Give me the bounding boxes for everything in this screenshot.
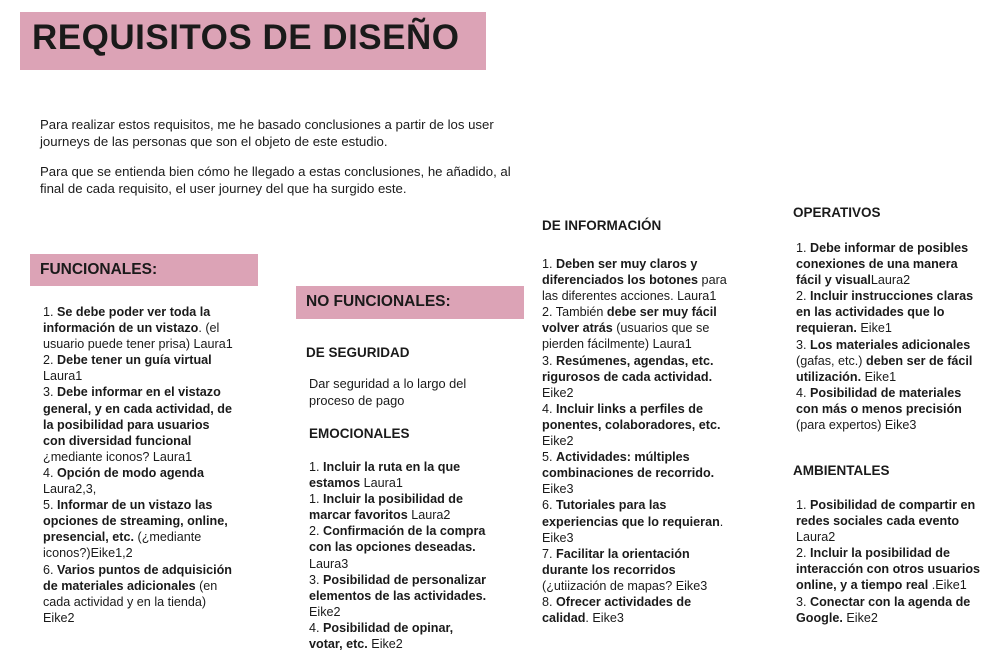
list-item-bold-text: Incluir la ruta en la que estamos bbox=[309, 460, 461, 491]
list-item-bold-text: Confirmación de la compra con las opciones deseadas. bbox=[309, 524, 486, 555]
list-item-bold-text: Debe informar en el vistazo general, y en cada actividad, de la posibilidad para usuarios con diversidad funcional bbox=[43, 385, 232, 448]
list-item bbox=[796, 385, 986, 433]
list-item-text: .Eike1 bbox=[928, 578, 967, 593]
list-item bbox=[309, 459, 489, 491]
list-item-text: Laura1 bbox=[43, 369, 83, 384]
list-item-bold-text: Incluir la posibilidad de marcar favoritos bbox=[309, 492, 463, 523]
list-item bbox=[542, 594, 727, 626]
ambientales-list bbox=[796, 497, 981, 626]
list-item-text: Eike3 bbox=[542, 482, 574, 497]
list-item bbox=[542, 546, 727, 594]
list-item bbox=[309, 620, 489, 652]
list-item bbox=[43, 304, 233, 352]
list-item-text: (¿mediante iconos?)Eike1,2 bbox=[43, 530, 202, 561]
list-item-text: 2. bbox=[796, 289, 811, 304]
list-item-text: 2. bbox=[43, 353, 58, 368]
list-item-text: (en cada actividad y en la tienda) Eike2 bbox=[43, 578, 218, 625]
list-item-text: . (el usuario puede tener prisa) Laura1 bbox=[43, 321, 233, 352]
list-item-text: Laura2 bbox=[870, 273, 911, 288]
list-item bbox=[43, 465, 233, 497]
list-item-text: Laura2 bbox=[796, 530, 836, 545]
intro-paragraph-2: Para que se entienda bien cómo he llegado a estas conclusiones, he añadido, al final de cada requisito, el user journey del que ha surgido este. bbox=[40, 164, 511, 196]
list-item bbox=[796, 497, 981, 545]
funcionales-list bbox=[43, 304, 233, 626]
list-item-text: Laura2 bbox=[407, 508, 451, 523]
list-item bbox=[43, 384, 233, 464]
list-item-text: 3. bbox=[542, 353, 557, 368]
list-item bbox=[309, 523, 489, 571]
list-item bbox=[796, 545, 981, 593]
seguridad-heading: DE SEGURIDAD bbox=[306, 345, 410, 360]
list-item bbox=[542, 401, 727, 449]
list-item-text: 6. bbox=[43, 562, 58, 577]
list-item-text: 5. bbox=[542, 450, 557, 465]
list-item-text: 7. bbox=[542, 546, 557, 561]
list-item-bold-text: deben ser de fácil utilización. bbox=[796, 353, 973, 384]
list-item-bold-text: debe ser muy fácil volver atrás bbox=[542, 305, 717, 336]
list-item-bold-text: Actividades: múltiples combinaciones de recorrido. bbox=[542, 450, 715, 481]
list-item-text: 1. bbox=[796, 498, 811, 512]
seguridad-text: Dar seguridad a lo largo del proceso de pago bbox=[309, 376, 467, 408]
list-item-text: 4. bbox=[796, 385, 811, 400]
list-item-bold-text: Posibilidad de materiales con más o menos precisión bbox=[796, 385, 962, 416]
list-item-bold-text: Ofrecer actividades de calidad bbox=[542, 594, 692, 626]
list-item-bold-text: Posibilidad de opinar, votar, etc. bbox=[309, 620, 454, 652]
list-item-bold-text: Debe tener un guía virtual bbox=[57, 353, 212, 368]
list-item-text: 1. bbox=[43, 305, 58, 319]
list-item-text: para las diferentes acciones. Laura1 bbox=[542, 273, 727, 304]
list-item-text: Laura1 bbox=[360, 476, 403, 491]
list-item-bold-text: Se debe poder ver toda la información de un vistazo bbox=[43, 305, 211, 336]
list-item-bold-text: Incluir links a perfiles de ponentes, colaboradores, etc. bbox=[542, 401, 721, 432]
emocionales-list bbox=[309, 459, 489, 652]
list-item-text: 3. bbox=[309, 572, 324, 587]
list-item bbox=[542, 353, 727, 401]
list-item-bold-text: Resúmenes, agendas, etc. rigurosos de cada actividad. bbox=[542, 353, 714, 384]
list-item-text: 3. bbox=[796, 337, 811, 352]
list-item-text: 2. También bbox=[542, 305, 607, 320]
list-item bbox=[43, 497, 233, 561]
list-item bbox=[542, 497, 727, 545]
list-item-text: . Eike3 bbox=[542, 514, 724, 545]
list-item-text: Eike2 bbox=[367, 637, 403, 652]
list-item-text: 4. bbox=[309, 620, 324, 635]
list-item-bold-text: Informar de un vistazo las opciones de streaming, online, presencial, etc. bbox=[43, 498, 228, 545]
list-item bbox=[43, 562, 233, 626]
list-item-text: ¿mediante iconos? Laura1 bbox=[43, 449, 193, 464]
list-item-text: 4. bbox=[43, 465, 58, 480]
list-item-bold-text: Debe informar de posibles conexiones de una manera fácil y visual bbox=[796, 241, 969, 288]
list-item-text: Eike1 bbox=[856, 321, 892, 336]
list-item bbox=[796, 594, 981, 626]
ambientales-heading: AMBIENTALES bbox=[793, 463, 890, 478]
list-item-text: Eike2 bbox=[542, 385, 574, 400]
list-item-text: 4. bbox=[542, 401, 557, 416]
list-item-text: (gafas, etc.) bbox=[796, 353, 866, 368]
list-item-bold-text: Incluir instrucciones claras en las actividades que lo requieran. bbox=[796, 289, 974, 336]
list-item-text: 6. bbox=[542, 498, 557, 513]
list-item-text: 1. bbox=[309, 492, 324, 507]
informacion-list bbox=[542, 256, 727, 626]
list-item-text: Laura2,3, bbox=[43, 482, 97, 497]
list-item bbox=[309, 491, 489, 523]
list-item-text: Eike2 bbox=[309, 604, 341, 619]
list-item bbox=[542, 304, 727, 352]
list-item-text: 3. bbox=[796, 594, 811, 609]
funcionales-heading: FUNCIONALES: bbox=[40, 261, 158, 278]
list-item-text: . Eike3 bbox=[585, 611, 624, 626]
list-item bbox=[796, 240, 986, 288]
list-item-bold-text: Varios puntos de adquisición de materiales adicionales bbox=[43, 562, 232, 593]
list-item-text: 3. bbox=[43, 385, 58, 400]
list-item-bold-text: Incluir la posibilidad de interacción con otros usuarios online, y a tiempo real bbox=[796, 546, 981, 593]
list-item-text: (usuarios que se pierden fácilmente) Laura1 bbox=[542, 321, 710, 352]
list-item-text: 8. bbox=[542, 594, 557, 609]
list-item-bold-text: Opción de modo agenda bbox=[57, 465, 204, 480]
list-item bbox=[542, 449, 727, 497]
list-item-text: Eike1 bbox=[861, 369, 897, 384]
list-item-bold-text: Posibilidad de compartir en redes sociales cada evento bbox=[796, 498, 976, 529]
list-item-bold-text: Posibilidad de personalizar elementos de las actividades. bbox=[309, 572, 487, 603]
operativos-list bbox=[796, 240, 986, 433]
list-item-text: (para expertos) Eike3 bbox=[796, 418, 917, 433]
list-item bbox=[542, 256, 727, 304]
list-item-text: Laura3 bbox=[309, 556, 349, 571]
list-item-text: 1. bbox=[542, 257, 557, 271]
no-funcionales-heading: NO FUNCIONALES: bbox=[306, 293, 451, 310]
list-item-bold-text: Los materiales adicionales bbox=[810, 337, 971, 352]
informacion-heading: DE INFORMACIÓN bbox=[542, 218, 662, 233]
list-item-text: Eike2 bbox=[542, 434, 574, 449]
list-item bbox=[796, 337, 986, 385]
list-item bbox=[43, 352, 233, 384]
list-item-text: 1. bbox=[309, 460, 324, 474]
list-item-bold-text: Deben ser muy claros y diferenciados los botones bbox=[542, 257, 699, 288]
emocionales-heading: EMOCIONALES bbox=[309, 426, 410, 441]
intro-paragraph-1: Para realizar estos requisitos, me he basado conclusiones a partir de los user journeys de las personas que son el objeto de este estudio. bbox=[40, 117, 494, 149]
list-item-text: 2. bbox=[796, 546, 811, 561]
list-item-text: 1. bbox=[796, 241, 811, 255]
list-item-text: (¿utiización de mapas? Eike3 bbox=[542, 578, 708, 593]
list-item bbox=[796, 288, 986, 336]
operativos-heading: OPERATIVOS bbox=[793, 205, 881, 220]
list-item-text: 5. bbox=[43, 498, 58, 513]
list-item-bold-text: Conectar con la agenda de Google. bbox=[796, 594, 971, 625]
list-item-bold-text: Tutoriales para las experiencias que lo requieran bbox=[542, 498, 720, 529]
list-item-text: Eike2 bbox=[842, 610, 878, 625]
list-item-bold-text: Facilitar la orientación durante los recorridos bbox=[542, 546, 690, 577]
list-item-text: 2. bbox=[309, 524, 324, 539]
list-item bbox=[309, 572, 489, 620]
page-title: REQUISITOS DE DISEÑO bbox=[32, 18, 460, 57]
